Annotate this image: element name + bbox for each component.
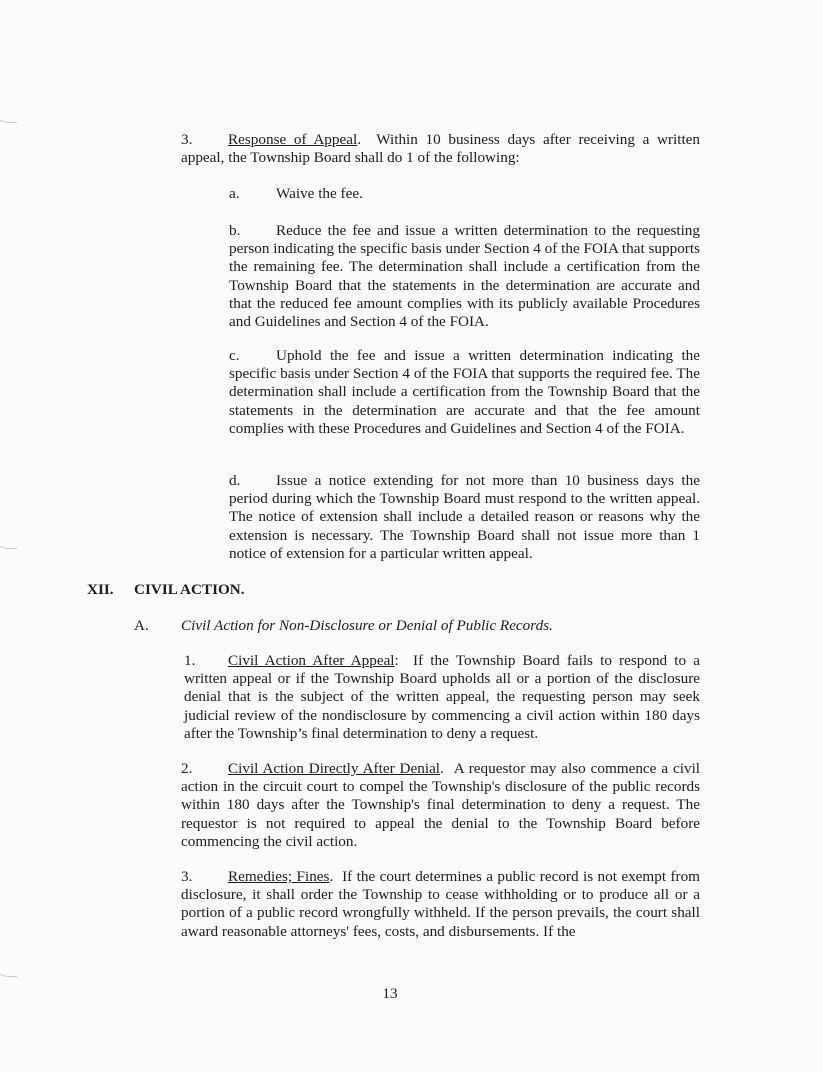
punch-hole-mark (0, 518, 17, 549)
item-title: Remedies; Fines (228, 868, 330, 885)
sub-item-c (229, 347, 700, 438)
sub-item-text: Reduce the fee and issue a written determination to the requesting person indicating the specific basis under Section 4 of the FOIA that supports the remaining fee. The determination shall include a certification from the Township Board that the statements in the determination are accurate and that the reduced fee amount complies with its publicly available Procedures and Guidelines and Section 4 of the FOIA. (229, 222, 700, 331)
civil-action-after-appeal-paragraph: 1. Civil Action After Appeal: If the Township Board fails to respond to a written appeal or if the Township Board upholds all or a portion of the disclosure denial that is the subject of the written appeal, the requesting person may seek judicial review of the nondisclosure by commencing a civil action within 180 days after the Township’s final determination to deny a request. (184, 652, 700, 742)
sub-item-label: d. (229, 472, 241, 489)
item-number: 3. (181, 868, 193, 885)
subsection-label: A. (134, 617, 149, 634)
subsection-heading (134, 617, 694, 635)
item-title: Civil Action After Appeal (228, 652, 395, 669)
civil-action-directly-after-denial-paragraph: 2. Civil Action Directly After Denial. A requestor may also commence a civil action in the circuit court to compel the Township's disclosure of the public records within 180 days after the Township's final determination to deny a request. The requestor is not required to appeal the denial to the Township Board before commencing the civil action. (181, 760, 701, 850)
sub-item-label: c. (229, 347, 240, 364)
section-number: XII. (87, 581, 114, 598)
item-title: Response of Appeal (228, 131, 358, 148)
sub-item-b (229, 222, 700, 331)
item-text: Within 10 business days after receiving a written appeal, the Township Board shall do 1 of the following: (181, 131, 700, 167)
sub-item-text: Waive the fee. (276, 185, 363, 202)
section-title: CIVIL ACTION. (134, 581, 245, 598)
sub-item-a (229, 185, 700, 203)
response-of-appeal-paragraph: 3. Response of Appeal. Within 10 business days after receiving a written appeal, the Township Board shall do 1 of the following: (181, 131, 700, 167)
item-number: 1. (184, 652, 196, 669)
page-number: 13 (382, 985, 398, 1002)
item-number: 2. (181, 760, 193, 777)
remedies-fines-paragraph: 3. Remedies; Fines. If the court determines a public record is not exempt from disclosure, it shall order the Township to cease withholding or to produce all or a portion of a public record wrongfully withheld. If the person prevails, the court shall award reasonable attorneys' fees, costs, and disbursements. If the (181, 868, 700, 940)
item-text: A requestor may also commence a civil action in the circuit court to compel the Township's disclosure of the public records within 180 days after the Township's final determination to deny a request. The requestor is not required to appeal the denial to the Township Board before commencing the civil action. (181, 760, 701, 850)
sub-item-label: b. (229, 222, 241, 239)
sub-item-d (229, 472, 700, 563)
sub-item-label: a. (229, 185, 240, 202)
item-text: If the Township Board fails to respond to a written appeal or if the Township Board upholds all or a portion of the disclosure denial that is the subject of the written appeal, the requesting person may seek judicial review of the nondisclosure by commencing a civil action within 180 days after the Township’s final determination to deny a request. (184, 652, 700, 742)
item-title: Civil Action Directly After Denial (228, 760, 441, 777)
sub-item-text: Uphold the fee and issue a written determination indicating the specific basis under Section 4 of the FOIA that supports the required fee. The determination shall include a certification from the Township Board that the statements in the determination are accurate and that the fee amount complies with these Procedures and Guidelines and Section 4 of the FOIA. (229, 347, 700, 437)
item-text: If the court determines a public record is not exempt from disclosure, it shall order the Township to cease withholding or to produce all or a portion of a public record wrongfully withheld. If the person prevails, the court shall award reasonable attorneys' fees, costs, and disbursements. If the (181, 868, 700, 940)
subsection-title: Civil Action for Non-Disclosure or Denial of Public Records. (181, 617, 553, 634)
item-number: 3. (181, 131, 193, 148)
section-heading (87, 581, 487, 599)
sub-item-text: Issue a notice extending for not more than 10 business days the period during which the Township Board must respond to the written appeal. The notice of extension shall include a detailed reason or reasons why the extension is necessary. The Township Board shall not issue more than 1 notice of extension for a particular written appeal. (229, 472, 700, 562)
punch-hole-mark (0, 92, 17, 123)
punch-hole-mark (0, 946, 17, 977)
